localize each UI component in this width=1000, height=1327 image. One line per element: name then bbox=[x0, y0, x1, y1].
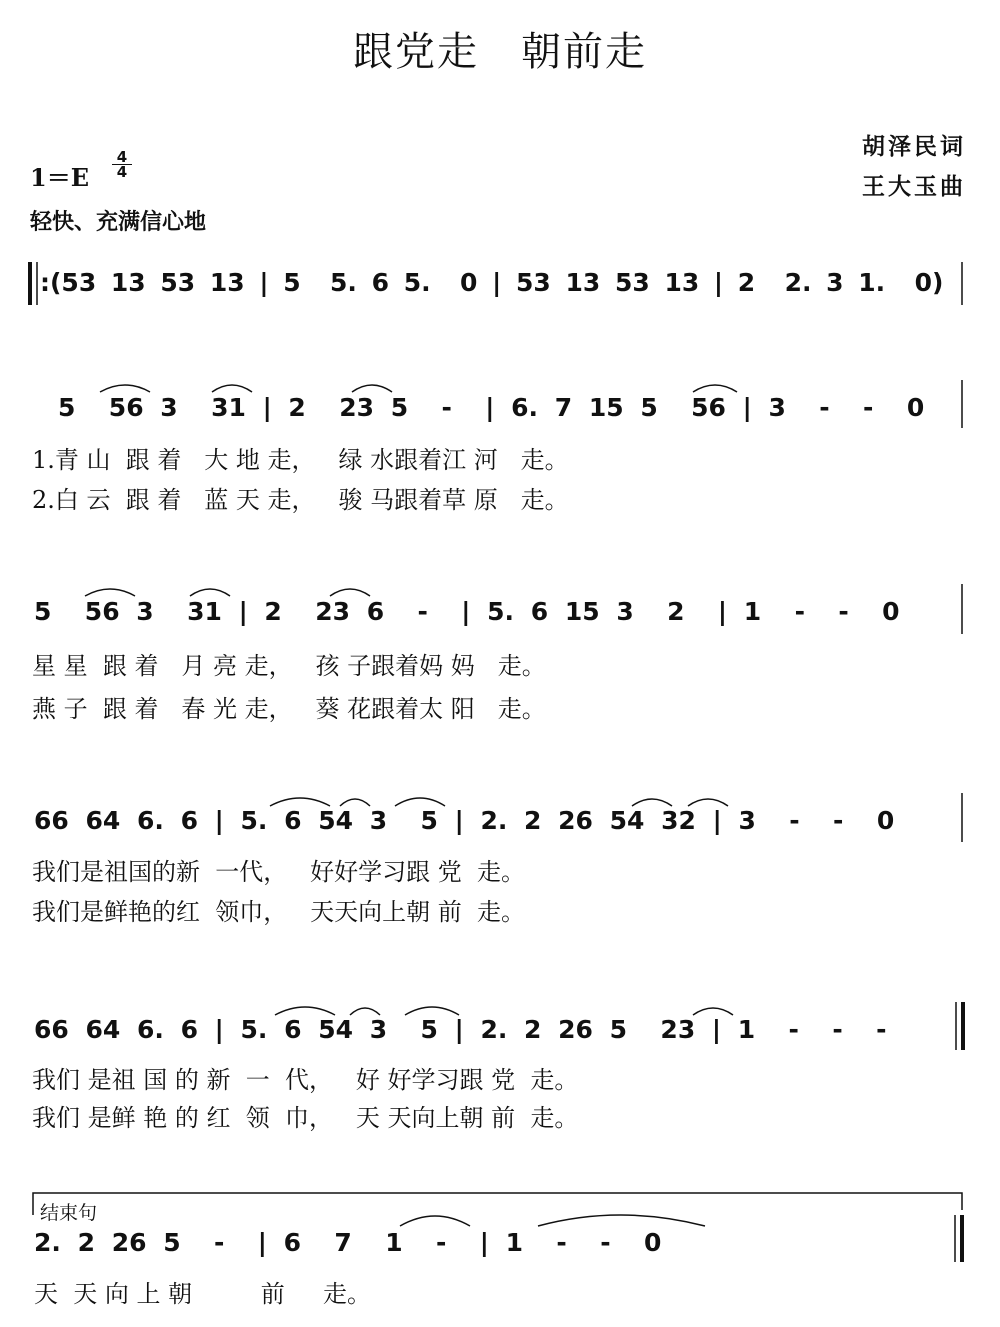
slur bbox=[100, 385, 150, 392]
slur bbox=[352, 385, 392, 392]
ending-label: 结束句 bbox=[40, 1202, 98, 1224]
slur bbox=[190, 589, 230, 596]
time-signature-bottom: 4 bbox=[116, 163, 128, 181]
ending-notes: 2. 2 26 5 - | 6 7 1 - | 1 - - 0 bbox=[34, 1228, 662, 1257]
system-2-notes: 5 56 3 31 | 2 23 6 - | 5. 6 15 3 2 | 1 - - 0 bbox=[34, 597, 900, 626]
tempo-marking: 轻快、充满信心地 bbox=[30, 210, 207, 235]
slur bbox=[85, 589, 135, 596]
ending-bracket bbox=[33, 1193, 962, 1215]
intro-notes: :(53 13 53 13 | 5 5. 6 5. 0 | 53 13 53 13 | 2 2. 3 1. 0) bbox=[40, 268, 944, 297]
slur bbox=[212, 385, 252, 392]
slur bbox=[340, 799, 370, 806]
slur bbox=[688, 799, 728, 806]
system-2-lyric-verse-1: 星 星 跟 着 月 亮 走， 孩 子跟着妈 妈 走。 bbox=[32, 652, 546, 680]
system-3-notes: 66 64 6. 6 | 5. 6 54 3 5 | 2. 2 26 54 32 | 3 - - 0 bbox=[34, 806, 895, 835]
slur bbox=[275, 1007, 335, 1015]
system-3-lyric-verse-2: 我们是鲜艳的红 领巾， 天天向上朝 前 走。 bbox=[32, 898, 526, 926]
slur bbox=[693, 1008, 733, 1015]
system-4-lyric-verse-2: 我们 是鲜 艳 的 红 领 巾， 天 天向上朝 前 走。 bbox=[32, 1104, 579, 1132]
system-1-lyric-verse-1: 1.青 山 跟 着 大 地 走， 绿 水跟着江 河 走。 bbox=[32, 446, 569, 474]
ending-lyric: 天 天 向 上 朝 前 走。 bbox=[34, 1280, 371, 1308]
system-1-lyric-verse-2: 2.白 云 跟 着 蓝 天 走， 骏 马跟着草 原 走。 bbox=[32, 486, 569, 514]
key-signature: 1＝E bbox=[30, 163, 89, 192]
slur bbox=[395, 798, 445, 806]
tie bbox=[538, 1215, 705, 1226]
lyricist-credit: 胡泽民词 bbox=[862, 134, 966, 160]
time-signature-top: 4 bbox=[112, 150, 132, 165]
system-4-notes: 66 64 6. 6 | 5. 6 54 3 5 | 2. 2 26 5 23 | 1 - - - bbox=[34, 1015, 887, 1044]
slur bbox=[270, 798, 330, 806]
slur bbox=[400, 1216, 470, 1226]
slur bbox=[350, 1008, 380, 1015]
song-title: 跟党走 朝前走 bbox=[353, 29, 647, 75]
slur bbox=[693, 385, 737, 392]
system-1-notes: 5 56 3 31 | 2 23 5 - | 6. 7 15 5 56 | 3 - - 0 bbox=[58, 393, 925, 422]
slur bbox=[330, 589, 370, 596]
system-4-lyric-verse-1: 我们 是祖 国 的 新 一 代， 好 好学习跟 党 走。 bbox=[32, 1066, 579, 1094]
composer-credit: 王大玉曲 bbox=[862, 174, 966, 200]
system-2-lyric-verse-2: 燕 子 跟 着 春 光 走， 葵 花跟着太 阳 走。 bbox=[32, 695, 546, 723]
slur bbox=[405, 1007, 459, 1015]
system-3-lyric-verse-1: 我们是祖国的新 一代， 好好学习跟 党 走。 bbox=[32, 858, 526, 886]
slur bbox=[632, 799, 672, 806]
